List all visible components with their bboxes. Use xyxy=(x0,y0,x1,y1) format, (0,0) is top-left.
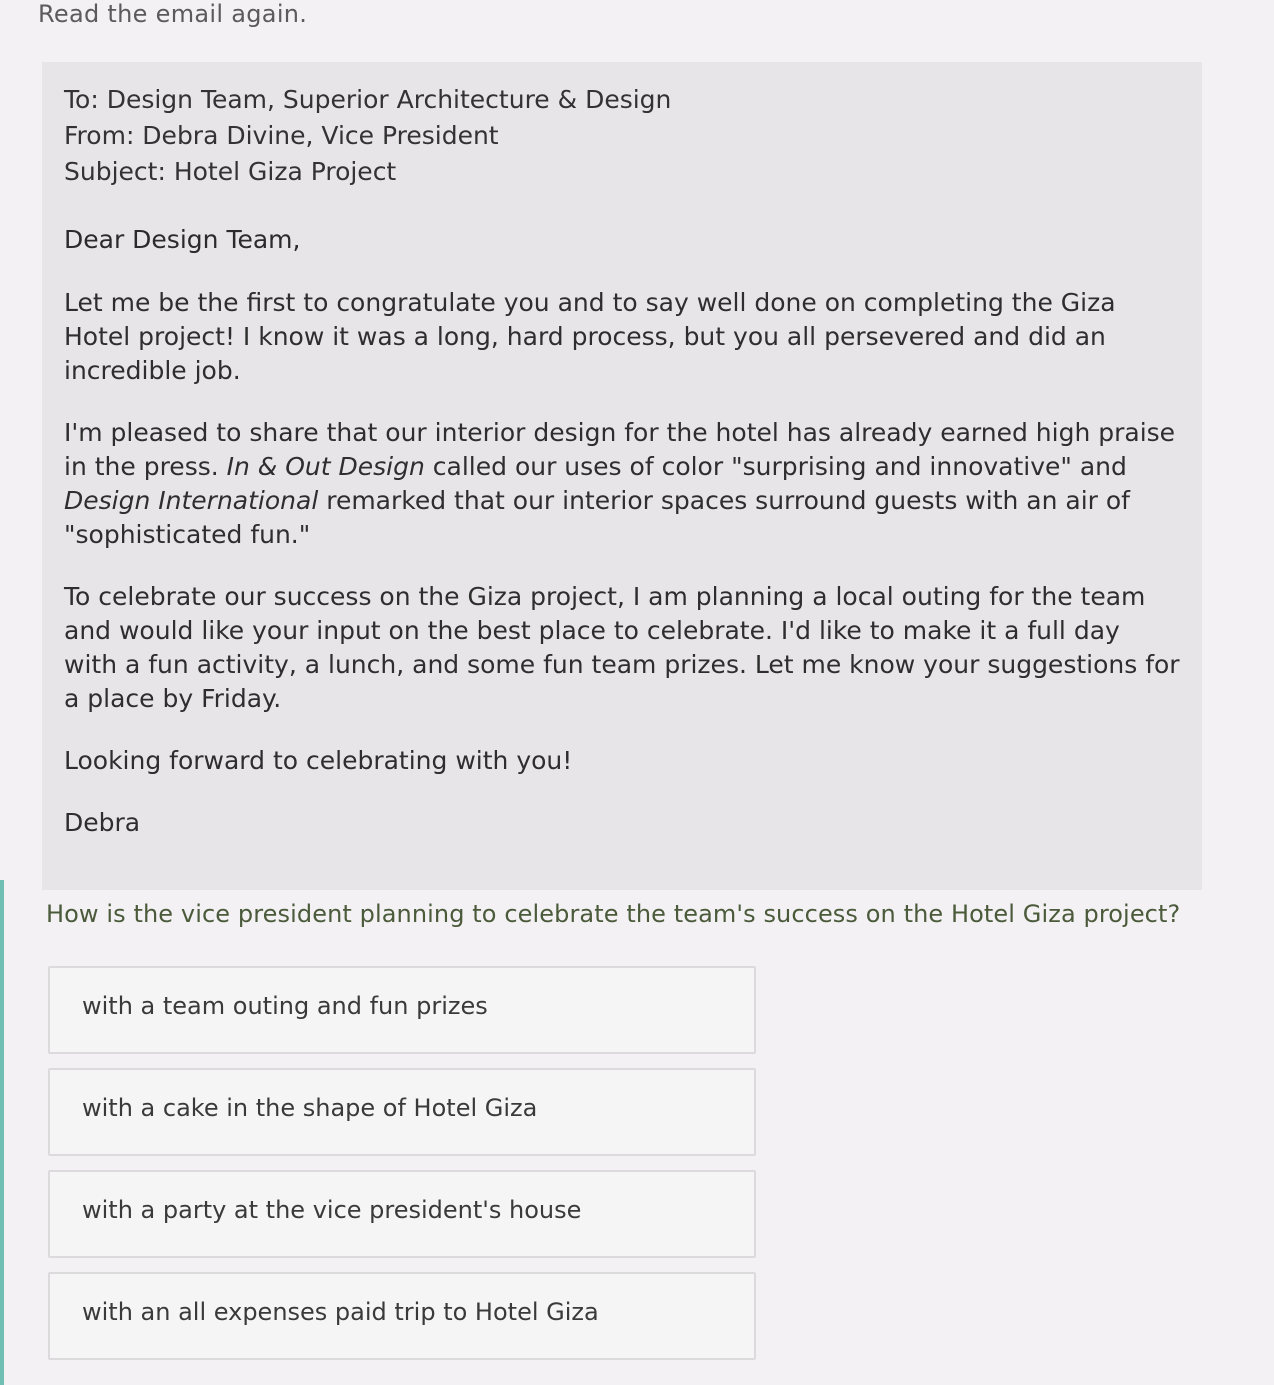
email-closing: Looking forward to celebrating with you! xyxy=(64,746,573,775)
email-greeting: Dear Design Team, xyxy=(64,225,301,254)
answer-option-4[interactable]: with an all expenses paid trip to Hotel Giza xyxy=(48,1272,756,1360)
instruction-text: Read the email again. xyxy=(38,0,308,28)
email-from-line: From: Debra Divine, Vice President xyxy=(64,121,499,150)
question-text: How is the vice president planning to celebrate the team's success on the Hotel Giza project? xyxy=(46,900,1181,928)
paragraph-2-text-b: called our uses of color "surprising and innovative" and xyxy=(424,452,1127,481)
email-to-line: To: Design Team, Superior Architecture & Design xyxy=(64,85,672,114)
answer-option-2[interactable]: with a cake in the shape of Hotel Giza xyxy=(48,1068,756,1156)
publication-name-design-international: Design International xyxy=(64,486,319,515)
paragraph-2-text-a: I'm pleased to share that our interior design for the hotel has already earned high praise in the press. xyxy=(64,418,1176,481)
answer-option-1[interactable]: with a team outing and fun prizes xyxy=(48,966,756,1054)
email-subject-line: Subject: Hotel Giza Project xyxy=(64,157,397,186)
email-paragraph-3: To celebrate our success on the Giza project, I am planning a local outing for the team and would like your input on the best place to celebrate. I'd like to make it a full day with a fun activity, a lunch, and some fun team prizes. Let me know your suggestions for a place by Friday. xyxy=(64,582,1180,713)
answer-option-3[interactable]: with a party at the vice president's house xyxy=(48,1170,756,1258)
email-signature: Debra xyxy=(64,808,141,837)
email-panel xyxy=(42,62,1202,890)
publication-name-in-out-design: In & Out Design xyxy=(226,452,425,481)
left-edge-accent xyxy=(0,880,4,1385)
email-paragraph-2 xyxy=(64,416,1180,552)
paragraph-2-text-c: remarked that our interior spaces surround guests with an air of "sophisticated fun." xyxy=(64,486,1130,549)
email-paragraph-1: Let me be the first to congratulate you and to say well done on completing the Giza Hotel project! I know it was a long, hard process, but you all persevered and did an incredible job. xyxy=(64,288,1116,385)
